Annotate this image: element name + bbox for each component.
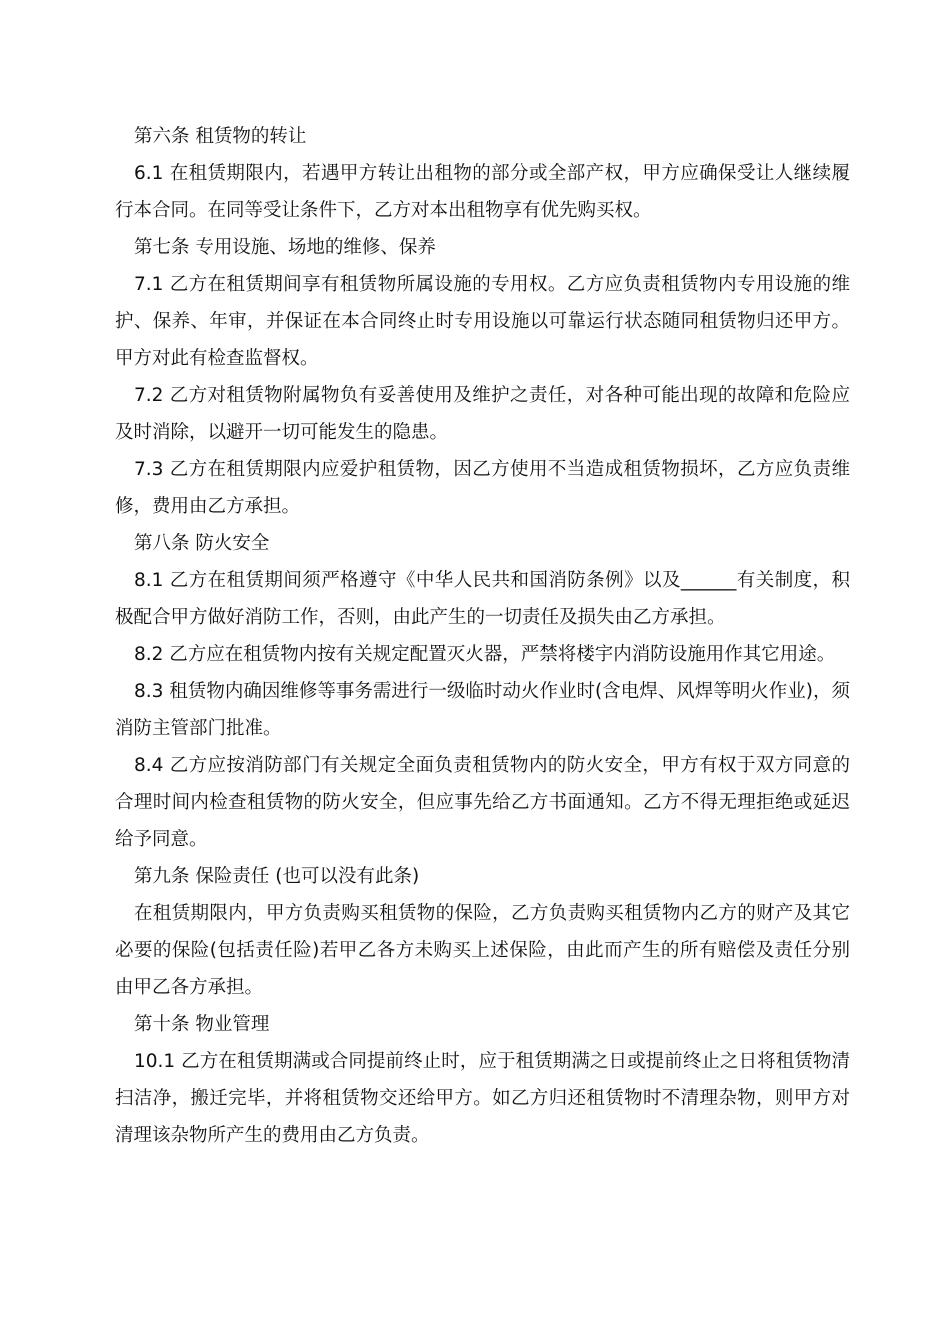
clause-6-1: 6.1 在租赁期限内，若遇甲方转让出租物的部分或全部产权，甲方应确保受让人继续履行本合同。在同等受让条件下，乙方对本出租物享有优先购买权。 — [115, 163, 850, 221]
article-6-heading: 第六条 租赁物的转让 — [134, 126, 307, 147]
article-9-heading: 第九条 保险责任 (也可以没有此条) — [134, 866, 420, 887]
document-body — [115, 118, 850, 1154]
article-8-heading: 第八条 防火安全 — [134, 533, 270, 554]
clause-8-3: 8.3 租赁物内确因维修等事务需进行一级临时动火作业时(含电焊、风焊等明火作业)，须消防主管部门批准。 — [115, 681, 850, 739]
clause-8-4: 8.4 乙方应按消防部门有关规定全面负责租赁物内的防火安全，甲方有权于双方同意的合理时间内检查租赁物的防火安全，但应事先给乙方书面通知。乙方不得无理拒绝或延迟给予同意。 — [115, 755, 850, 850]
article-10-heading: 第十条 物业管理 — [134, 1014, 270, 1035]
clause-7-3: 7.3 乙方在租赁期限内应爱护租赁物，因乙方使用不当造成租赁物损坏，乙方应负责维修，费用由乙方承担。 — [115, 459, 850, 517]
clause-10-1: 10.1 乙方在租赁期满或合同提前终止时，应于租赁期满之日或提前终止之日将租赁物清扫洁净，搬迁完毕，并将租赁物交还给甲方。如乙方归还租赁物时不清理杂物，则甲方对清理该杂物所产生的费用由乙方负责。 — [115, 1051, 850, 1146]
clause-8-1: 8.1 乙方在租赁期间须严格遵守《中华人民共和国消防条例》以及______有关制度，积极配合甲方做好消防工作，否则，由此产生的一切责任及损失由乙方承担。 — [115, 570, 850, 628]
clause-9-body: 在租赁期限内，甲方负责购买租赁物的保险，乙方负责购买租赁物内乙方的财产及其它必要的保险(包括责任险)若甲乙各方未购买上述保险，由此而产生的所有赔偿及责任分别由甲乙各方承担。 — [115, 903, 850, 998]
clause-7-1: 7.1 乙方在租赁期间享有租赁物所属设施的专用权。乙方应负责租赁物内专用设施的维护、保养、年审，并保证在本合同终止时专用设施以可靠运行状态随同租赁物归还甲方。甲方对此有检查监督权。 — [115, 274, 850, 369]
article-7-heading: 第七条 专用设施、场地的维修、保养 — [134, 237, 436, 258]
clause-7-2: 7.2 乙方对租赁物附属物负有妥善使用及维护之责任，对各种可能出现的故障和危险应及时消除，以避开一切可能发生的隐患。 — [115, 385, 850, 443]
clause-8-2: 8.2 乙方应在租赁物内按有关规定配置灭火器，严禁将楼宇内消防设施用作其它用途。 — [134, 644, 836, 665]
